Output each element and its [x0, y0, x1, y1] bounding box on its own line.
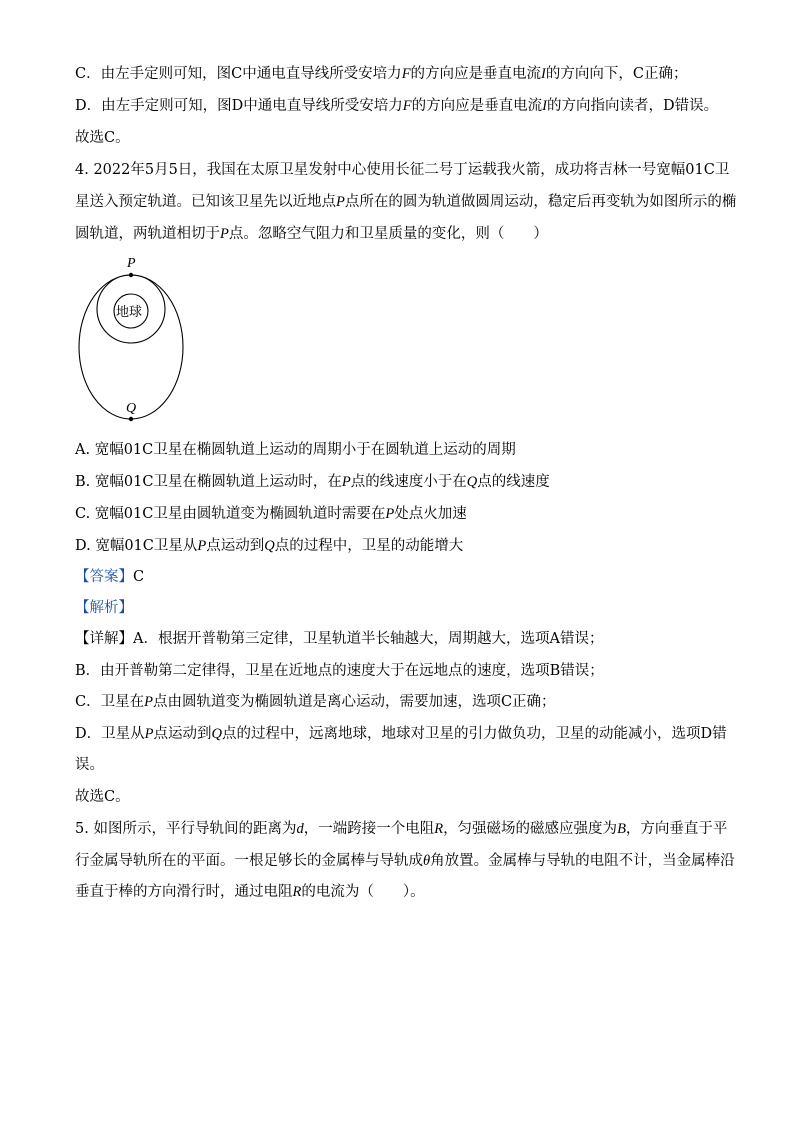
question-4-line-3: 圆轨道，两轨道相切于P点。忽略空气阻力和卫星质量的变化，则（ ）: [75, 226, 548, 242]
explanation-a: 【详解】A．根据开普勒第三定律，卫星轨道半长轴越大，周期越大，选项A错误；: [75, 631, 604, 647]
option-b: B. 宽幅01C卫星在椭圆轨道上运动时，在P点的线速度小于在Q点的线速度: [75, 474, 550, 490]
point-q-dot: [129, 417, 133, 421]
line-d-explanation: D．由左手定则可知，图D中通电直导线所受安培力F的方向应是垂直电流I的方向指向读者，D错误。: [75, 98, 719, 114]
point-p-dot: [129, 273, 133, 277]
line-c-explanation: C．由左手定则可知，图C中通电直导线所受安培力F的方向应是垂直电流I的方向向下，C正确；: [75, 66, 688, 82]
question-5-line-3: 垂直于棒的方向滑行时，通过电阻R的电流为（ ）。: [75, 884, 425, 900]
question-4-line-2: 星送入预定轨道。已知该卫星先以近地点P点所在的圆为轨道做圆周运动，稳定后再变轨为如图所示的椭: [75, 194, 737, 210]
question-5-line-1: 5. 如图所示，平行导轨间的距离为d，一端跨接一个电阻R，匀强磁场的磁感应强度为B，方向垂直于平: [75, 821, 728, 837]
label-p: P: [127, 256, 136, 271]
elliptical-orbit: [79, 275, 183, 419]
explanation-d: D．卫星从P点运动到Q点的过程中，远离地球，地球对卫星的引力做负功，卫星的动能减小，选项D错: [75, 726, 727, 742]
option-a: A. 宽幅01C卫星在椭圆轨道上运动的周期小于在圆轨道上运动的周期: [75, 442, 516, 458]
option-c: C. 宽幅01C卫星由圆轨道变为椭圆轨道时需要在P处点火加速: [75, 506, 467, 522]
analysis-tag: 【解析】: [75, 600, 133, 616]
explanation-b: B．由开普勒第二定律得，卫星在近地点的速度大于在远地点的速度，选项B错误；: [75, 663, 604, 679]
question-5-line-2: 行金属导轨所在的平面。一根足够长的金属棒与导轨成θ角放置。金属棒与导轨的电阻不计，当金属棒沿: [75, 853, 735, 869]
question-4-line-1: 4. 2022年5月5日，我国在太原卫星发射中心使用长征二号丁运载我火箭，成功将吉林一号宽幅01C卫: [75, 162, 730, 178]
label-q: Q: [126, 401, 137, 416]
choose-c-2: 故选C。: [75, 789, 130, 805]
explanation-d-cont: 误。: [75, 757, 104, 773]
answer-line: 【答案】C: [75, 569, 145, 585]
explanation-c: C．卫星在P点由圆轨道变为椭圆轨道是离心运动，需要加速，选项C正确；: [75, 694, 556, 710]
option-d: D. 宽幅01C卫星从P点运动到Q点的过程中，卫星的动能增大: [75, 538, 464, 554]
label-earth: 地球: [116, 304, 143, 319]
orbit-figure: [66, 250, 196, 430]
line-choose-c: 故选C。: [75, 130, 130, 146]
